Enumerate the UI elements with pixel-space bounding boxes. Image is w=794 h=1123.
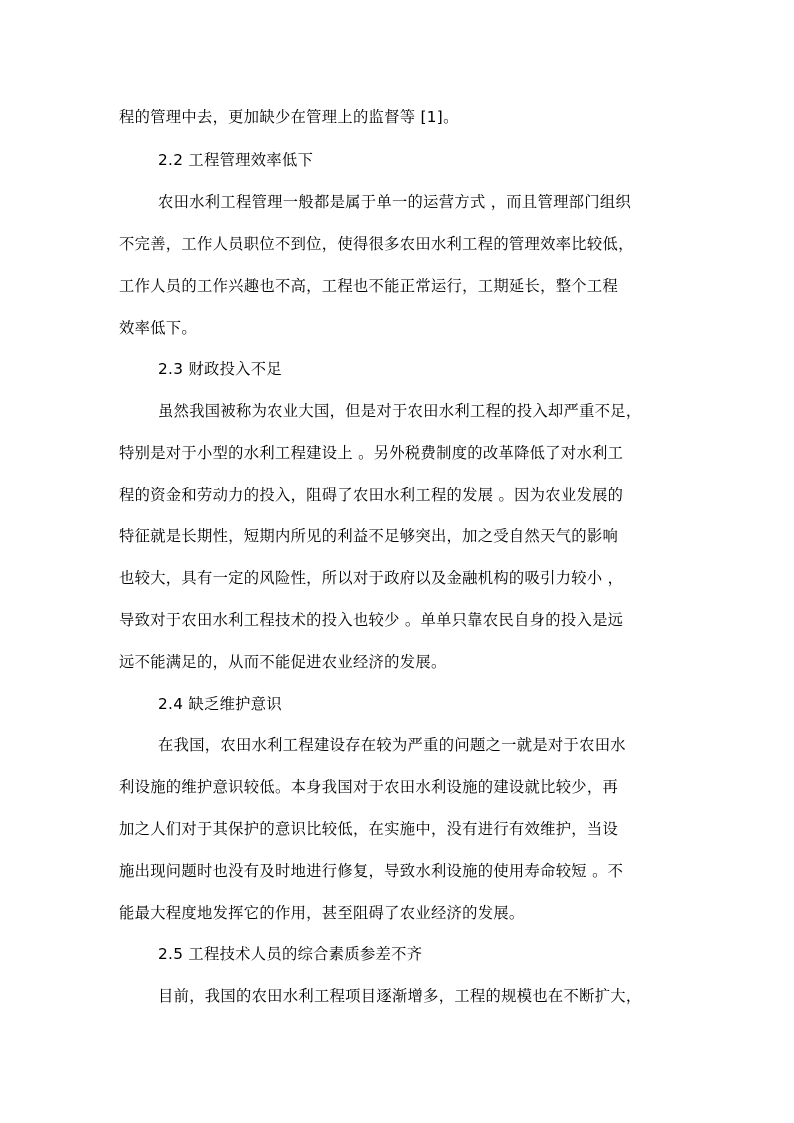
- paragraph-line: 施出现问题时也没有及时地进行修复，导致水利设施的使用寿命较短 。不: [119, 862, 624, 880]
- paragraph-line: 在我国，农田水利工程建设存在较为严重的问题之一就是对于农田水: [158, 736, 626, 754]
- paragraph-line: 远不能满足的，从而不能促进农业经济的发展。: [119, 653, 447, 671]
- paragraph-line: 程的资金和劳动力的投入，阻碍了农田水利工程的发展 。因为农业发展的: [119, 486, 624, 504]
- paragraph-line: 能最大程度地发挥它的作用，甚至阻碍了农业经济的发展。: [119, 904, 525, 922]
- paragraph-line: 工作人员的工作兴趣也不高，工程也不能正常运行，工期延长，整个工程: [119, 277, 619, 295]
- paragraph-line: 目前，我国的农田水利工程项目逐渐增多，工程的规模也在不断扩大，: [158, 987, 642, 1005]
- section-heading-2-5: 2.5 工程技术人员的综合素质参差不齐: [158, 945, 423, 963]
- paragraph-line: 虽然我国被称为农业大国，但是对于农田水利工程的投入却严重不足，: [158, 402, 642, 420]
- paragraph-line: 加之人们对于其保护的意识比较低，在实施中，没有进行有效维护，当设: [119, 820, 619, 838]
- section-heading-2-2: 2.2 工程管理效率低下: [158, 151, 314, 169]
- section-heading-2-3: 2.3 财政投入不足: [158, 360, 282, 378]
- paragraph-line: 特别是对于小型的水利工程建设上 。另外税费制度的改革降低了对水利工: [119, 444, 624, 462]
- paragraph-line: 农田水利工程管理一般都是属于单一的运营方式 ，而且管理部门组织: [158, 193, 632, 211]
- section-heading-2-4: 2.4 缺乏维护意识: [158, 695, 282, 713]
- paragraph-line: 利设施的维护意识较低。本身我国对于农田水利设施的建设就比较少，再: [119, 778, 619, 796]
- paragraph-line: 也较大，具有一定的风险性，所以对于政府以及金融机构的吸引力较小 ，: [119, 569, 624, 587]
- paragraph-line: 导致对于农田水利工程技术的投入也较少 。单单只靠农民自身的投入是远: [119, 611, 624, 629]
- paragraph-line: 效率低下。: [119, 319, 197, 337]
- paragraph-line: 程的管理中去，更加缺少在管理上的监督等 [1]。: [119, 108, 459, 126]
- paragraph-line: 不完善，工作人员职位不到位，使得很多农田水利工程的管理效率比较低，: [119, 235, 634, 253]
- paragraph-line: 特征就是长期性，短期内所见的利益不足够突出，加之受自然天气的影响: [119, 527, 619, 545]
